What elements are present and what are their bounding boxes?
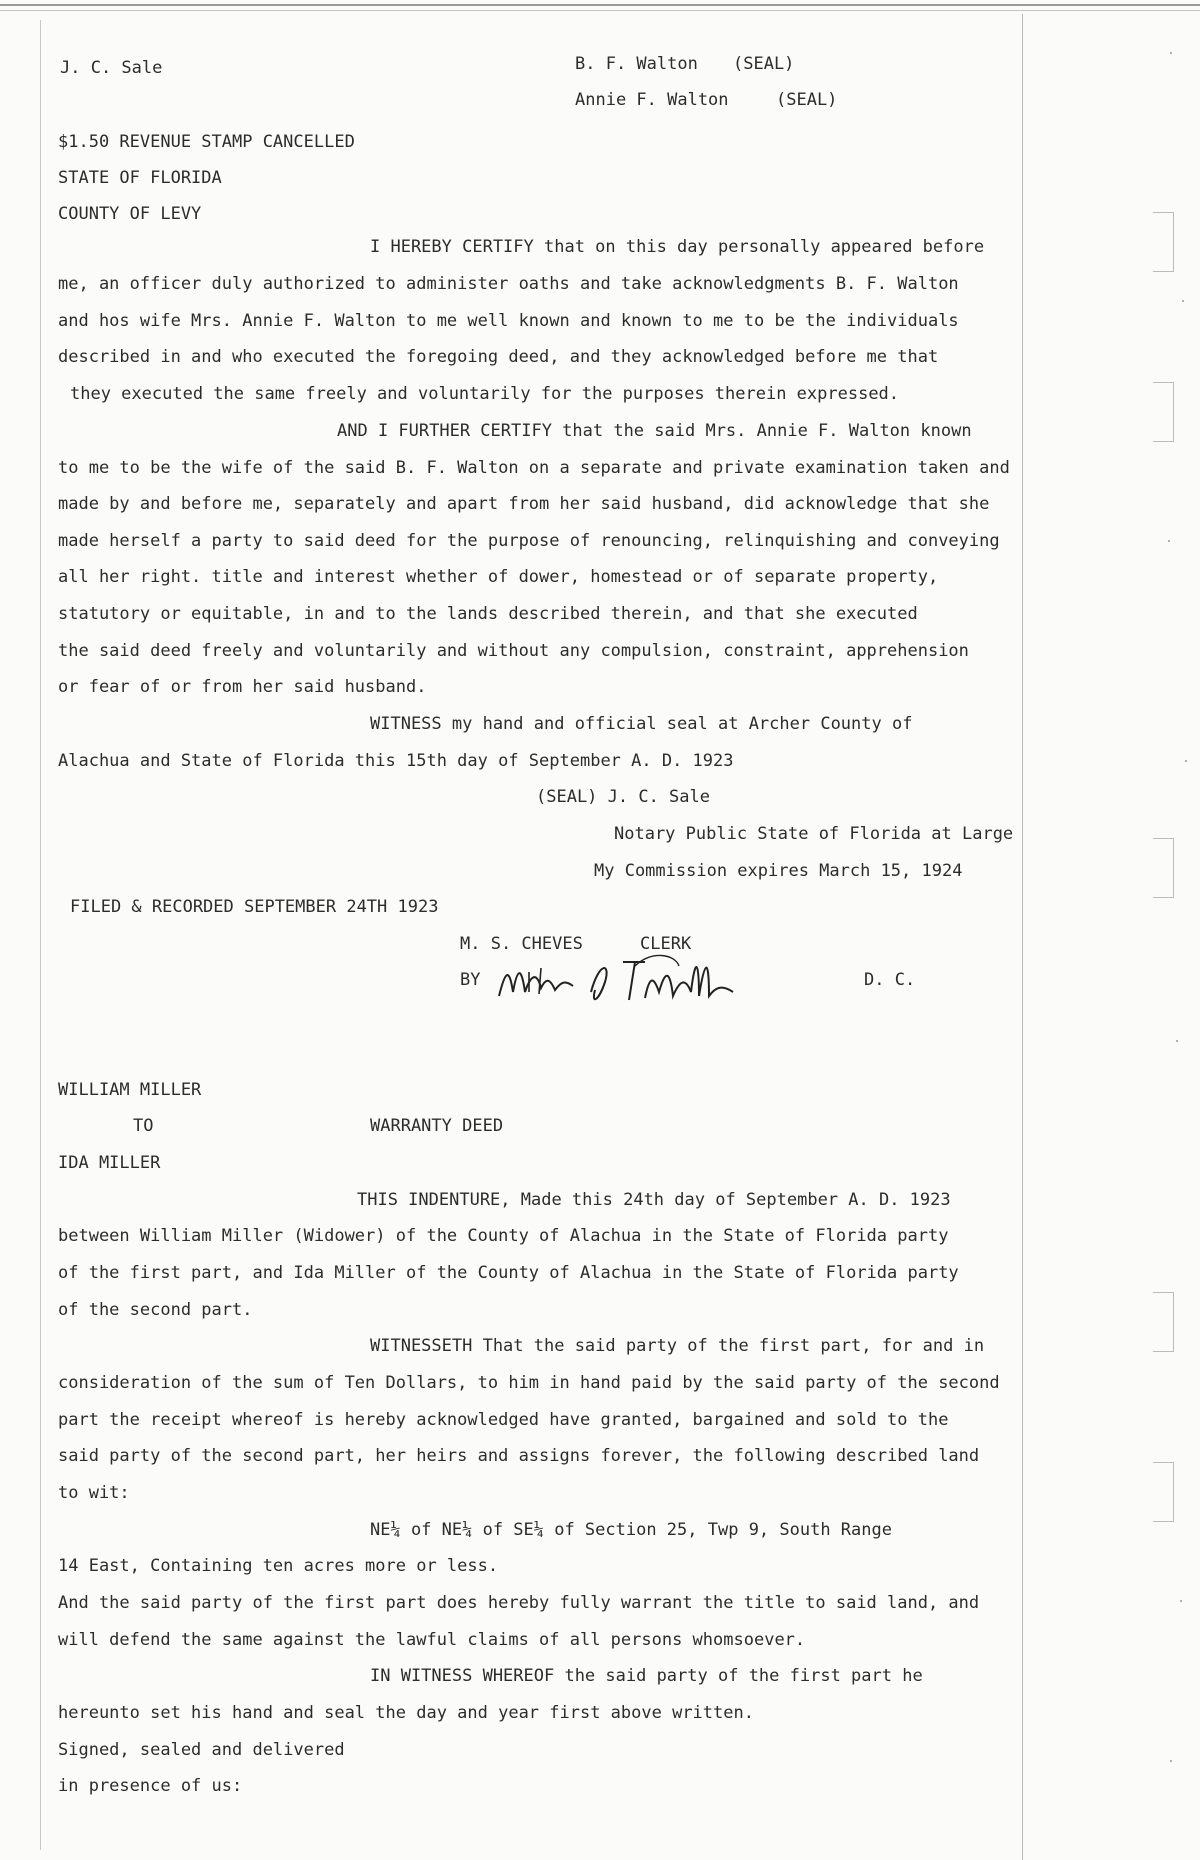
deed-line: part the receipt whereof is hereby acknowledged have granted, bargained and sold to the [58, 1410, 949, 1430]
margin-bracket [1153, 212, 1174, 272]
deed-line: in presence of us: [58, 1776, 243, 1796]
deed-line: between William Miller (Widower) of the County of Alachua in the State of Florida party [58, 1226, 949, 1246]
margin-speck [1180, 1600, 1182, 1602]
grantor-signature-1: B. F. Walton [575, 54, 698, 74]
margin-speck [1176, 1040, 1178, 1042]
deed-line: to wit: [58, 1483, 130, 1503]
body-line: all her right. title and interest whether of dower, homestead or of separate property, [58, 567, 939, 587]
seal-mark: (SEAL) [733, 54, 795, 74]
land-description: NE¼ of NE¼ of SE¼ of Section 25, Twp 9, South Range [370, 1520, 892, 1540]
deed-line: THIS INDENTURE, Made this 24th day of September A. D. 1923 [357, 1190, 951, 1210]
margin-bracket [1153, 1292, 1174, 1352]
body-line: me, an officer duly authorized to administer oaths and take acknowledgments B. F. Walton [58, 274, 959, 294]
clerk-title: CLERK [640, 934, 692, 954]
body-line: statutory or equitable, in and to the lands described therein, and that she executed [58, 604, 918, 624]
margin-speck [1182, 300, 1184, 302]
deed-line: Signed, sealed and delivered [58, 1740, 345, 1760]
body-line: WITNESS my hand and official seal at Archer County of [370, 714, 913, 734]
venue-county: COUNTY OF LEVY [58, 204, 202, 224]
deputy-clerk-label: D. C. [864, 970, 916, 990]
deed-line: of the second part. [58, 1300, 253, 1320]
body-line: to me to be the wife of the said B. F. Walton on a separate and private examination taken and [58, 458, 1010, 478]
body-line: or fear of or from her said husband. [58, 677, 427, 697]
revenue-stamp-note: $1.50 REVENUE STAMP CANCELLED [58, 132, 355, 152]
by-label: BY [460, 970, 481, 990]
margin-bracket [1153, 1462, 1174, 1522]
body-line: they executed the same freely and voluntarily for the purposes therein expressed. [70, 384, 900, 404]
witness-name: J. C. Sale [60, 58, 163, 78]
grantee-name: IDA MILLER [58, 1153, 161, 1173]
right-margin-rule [1022, 14, 1023, 1860]
body-line: made herself a party to said deed for the purpose of renouncing, relinquishing and conveying [58, 531, 1000, 551]
seal-mark: (SEAL) [776, 90, 838, 110]
margin-speck [1170, 1760, 1172, 1762]
commission-expiry: My Commission expires March 15, 1924 [594, 861, 963, 881]
grantor-signature-2: Annie F. Walton [575, 90, 729, 110]
body-line: made by and before me, separately and apart from her said husband, did acknowledge that she [58, 494, 990, 514]
body-line: Alachua and State of Florida this 15th day of September A. D. 1923 [58, 751, 734, 771]
notary-seal-line: (SEAL) J. C. Sale [536, 787, 710, 807]
deed-line: of the first part, and Ida Miller of the County of Alachua in the State of Florida party [58, 1263, 959, 1283]
margin-speck [1185, 760, 1187, 762]
deed-line: IN WITNESS WHEREOF the said party of the first part he [370, 1666, 923, 1686]
top-border-rule [0, 4, 1200, 6]
margin-bracket [1153, 382, 1174, 442]
deed-line: WITNESSETH That the said party of the first part, for and in [370, 1336, 985, 1356]
deed-line: will defend the same against the lawful claims of all persons whomsoever. [58, 1630, 806, 1650]
deed-line: And the said party of the first part does hereby fully warrant the title to said land, and [58, 1593, 980, 1613]
body-line: the said deed freely and voluntarily and without any compulsion, constraint, apprehension [58, 641, 969, 661]
filing-record: FILED & RECORDED SEPTEMBER 24TH 1923 [70, 897, 439, 917]
body-line: described in and who executed the foregoing deed, and they acknowledged before me that [58, 347, 939, 367]
deputy-clerk-signature [495, 952, 785, 1012]
body-line: I HEREBY CERTIFY that on this day personally appeared before [370, 237, 985, 257]
margin-bracket [1153, 838, 1174, 898]
grantor-name: WILLIAM MILLER [58, 1080, 202, 1100]
deed-line: consideration of the sum of Ten Dollars, to him in hand paid by the said party of the second [58, 1373, 1000, 1393]
margin-speck [1168, 540, 1170, 542]
left-margin-rule [40, 20, 41, 1850]
top-border-rule-thin [0, 10, 1200, 11]
venue-state: STATE OF FLORIDA [58, 168, 222, 188]
to-label: TO [133, 1116, 154, 1136]
clerk-name: M. S. CHEVES [460, 934, 583, 954]
notary-title: Notary Public State of Florida at Large [614, 824, 1014, 844]
deed-line: 14 East, Containing ten acres more or less. [58, 1556, 499, 1576]
margin-speck [1170, 52, 1172, 54]
deed-type: WARRANTY DEED [370, 1116, 504, 1136]
body-line: and hos wife Mrs. Annie F. Walton to me well known and known to me to be the individuals [58, 311, 959, 331]
body-line: AND I FURTHER CERTIFY that the said Mrs. Annie F. Walton known [337, 421, 972, 441]
deed-line: hereunto set his hand and seal the day and year first above written. [58, 1703, 754, 1723]
deed-line: said party of the second part, her heirs and assigns forever, the following described land [58, 1446, 980, 1466]
